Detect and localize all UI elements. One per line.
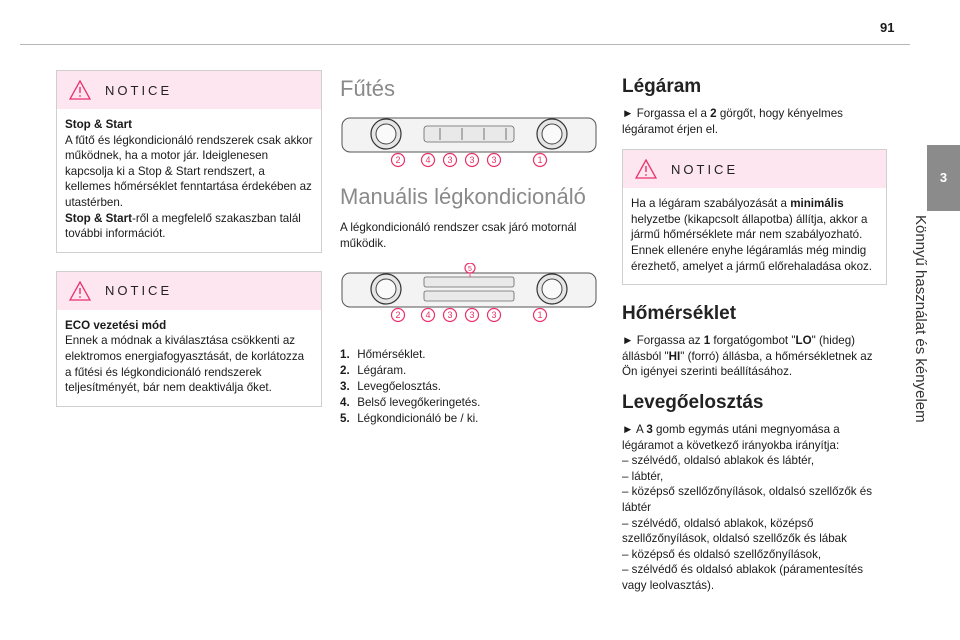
callout-2: 2: [395, 155, 401, 165]
list-item: – szélvédő és oldalsó ablakok (páramentesítés vagy leolvasztás).: [622, 563, 864, 592]
callout-1: 1: [537, 310, 543, 321]
ac-panel-illustration: [340, 263, 598, 325]
manual-ac-intro: A légkondicionáló rendszer csak járó motornál működik.: [340, 221, 577, 250]
notice-title: NOTICE: [105, 283, 173, 299]
notice-body: [57, 109, 321, 252]
chapter-title-text: Könnyű használat és kényelem: [912, 215, 929, 423]
notice-text-tail: -ről a megfelelő szakaszban talál további információt.: [65, 211, 301, 241]
callout-3: 3: [447, 310, 453, 321]
page-number: 91: [880, 20, 895, 35]
list-item: – szélvédő, oldalsó ablakok, középső szellőzőnyílások, oldalsó szellőzők és lábak: [622, 516, 847, 546]
top-divider: [20, 44, 910, 45]
warning-triangle-icon: [69, 281, 91, 301]
notice-header: [623, 150, 886, 188]
temperature-text: ► Forgassa az 1 forgatógombot "LO" (hideg) állásból "HI" (forró) állásba, a hőmérsékletnek az Ön igényei szerinti beállításához.: [622, 334, 873, 379]
list-item: 5. Légkondicionáló be / ki.: [340, 412, 479, 426]
list-item: – szélvédő, oldalsó ablakok és lábtér,: [622, 454, 815, 468]
notice-body: Ha a légáram szabályozását a minimális helyzetbe (kikapcsolt állapotba) állítja, akkor a jármű hőmérséklete már nem szabályozható. Ennek ellenére enyhe légáramlás még mindig érezhető, amelyet a jármű előrehaladása okoz.: [631, 197, 873, 273]
notice-eco-mode: [56, 271, 322, 407]
chapter-title-vertical: [895, 215, 960, 635]
warning-triangle-icon: [69, 80, 91, 100]
notice-header: [57, 272, 321, 310]
heading-temperature: Hőmérséklet: [622, 303, 737, 325]
list-item: – középső szellőzőnyílások, oldalsó szellőzők és lábtér: [622, 485, 873, 514]
notice-stop-start: [56, 70, 322, 253]
heading-airflow: Légáram: [622, 76, 702, 97]
list-item: 1. Hőmérséklet.: [340, 348, 426, 362]
notice-title: NOTICE: [105, 82, 173, 98]
heading-heating: Fűtés: [340, 76, 396, 101]
notice-header: [57, 71, 321, 109]
column-middle: [340, 70, 600, 427]
callout-1: 1: [537, 155, 543, 165]
column-right: [622, 70, 887, 593]
list-item: 3. Levegőelosztás.: [340, 380, 442, 394]
controls-legend-list: [340, 347, 600, 427]
notice-title: NOTICE: [671, 161, 739, 177]
callout-5: 5: [468, 266, 472, 274]
notice-heading: Stop & Start: [65, 118, 132, 131]
callout-3: 3: [469, 155, 475, 165]
callout-4: 4: [425, 155, 431, 165]
callout-3: 3: [469, 310, 475, 321]
chapter-tab[interactable]: 3: [927, 145, 960, 211]
heading-air-distribution: Levegőelosztás: [622, 391, 764, 413]
callout-4: 4: [425, 310, 431, 321]
notice-heading: ECO vezetési mód: [65, 318, 167, 332]
callout-3: 3: [491, 310, 497, 321]
notice-minimum-airflow: [622, 149, 887, 285]
list-item: 2. Légáram.: [340, 364, 407, 378]
notice-text: Ennek a módnak a kiválasztása csökkenti az elektromos energiafogyasztását, de korlátozza a fűtési és légkondicionáló rendszerek teljesítményét, bár nem deaktiválja őket.: [65, 334, 305, 395]
climate-panel-illustration: [340, 112, 598, 170]
list-item: 4. Belső levegőkeringetés.: [340, 396, 481, 410]
callout-3: 3: [491, 155, 497, 165]
heading-manual-ac: Manuális légkondicionáló: [340, 184, 586, 209]
notice-body: [57, 310, 321, 406]
callout-3: 3: [447, 155, 453, 165]
callout-2: 2: [395, 310, 401, 321]
distribution-text: ► A 3 gomb egymás utáni megnyomása a légáramot a következő irányokba irányítja: – szélvédő, oldalsó ablakok és lábtér, – lábtér, – középső szellőzőnyílások, oldalsó szellőzők és lábtér – szélvédő, oldalsó ablakok, középső szellőzőnyílások, oldalsó szellőzők és lábak – középső és oldalsó szellőzőnyílások, – szélvédő és oldalsó ablakok (páramentesítés vagy leolvasztás).: [622, 422, 887, 594]
notice-heading-inline: Stop & Start: [65, 211, 132, 225]
warning-triangle-icon: [635, 159, 657, 179]
list-item: – lábtér,: [622, 469, 664, 483]
column-left: [56, 70, 322, 425]
airflow-text: ► Forgassa el a 2 görgőt, hogy kényelmes légáramot érjen el.: [622, 107, 843, 136]
notice-text: A fűtő és légkondicionáló rendszerek csak akkor működnek, ha a motor jár. Ideiglenesen kapcsolja ki a Stop & Start rendszert, a kellemes hőmérséklet fenntartása érdekében az utastérben.: [65, 133, 313, 209]
list-item: – középső és oldalsó szellőzőnyílások,: [622, 547, 822, 561]
